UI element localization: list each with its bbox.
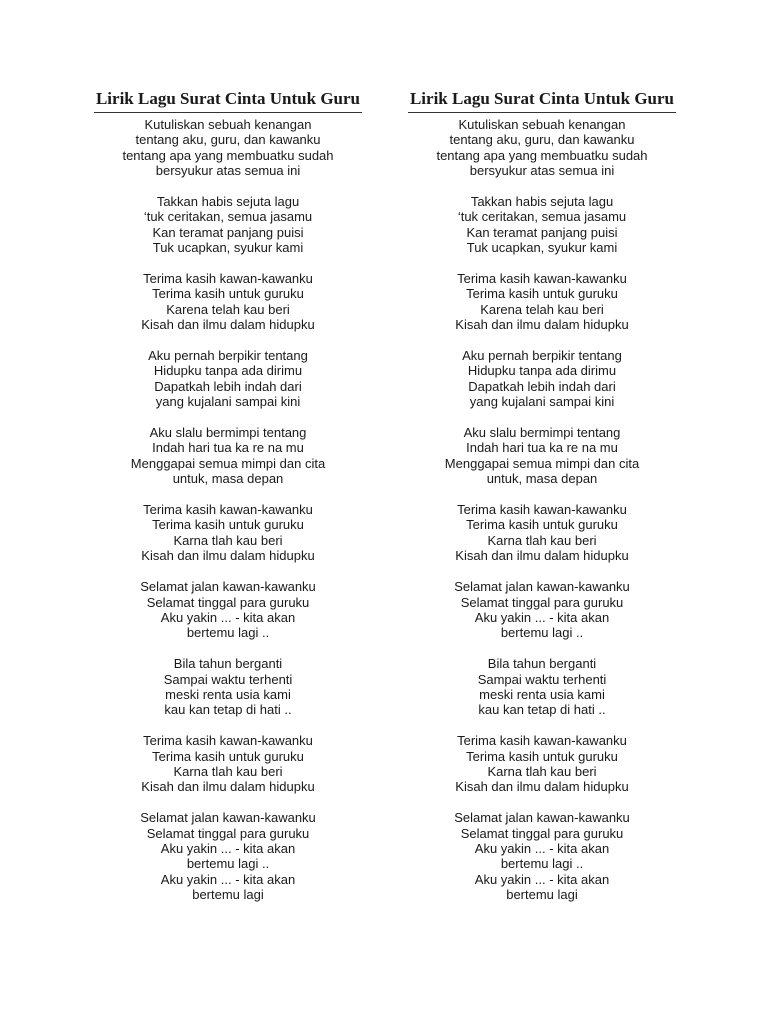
lyrics-line: ‘tuk ceritakan, semua jasamu [457, 209, 627, 225]
lyrics-line: Aku yakin ... - kita akan [160, 871, 296, 887]
lyrics-line: Kan teramat panjang puisi [466, 224, 618, 240]
lyrics-line: Dapatkah lebih indah dari [468, 378, 616, 394]
lyrics-line: bersyukur atas semua ini [155, 163, 301, 179]
lyrics-line: bertemu lagi .. [500, 625, 584, 641]
lyrics-stanza [408, 425, 676, 487]
lyrics-stanza [408, 733, 676, 795]
title-divider [408, 112, 676, 113]
lyrics-line: Karena telah kau beri [166, 301, 290, 317]
lyrics-column-right [408, 88, 676, 918]
lyrics-line: Aku pernah berpikir tentang [462, 348, 622, 364]
lyrics-line: Terima kasih kawan-kawanku [143, 733, 313, 749]
lyrics-line: Terima kasih untuk guruku [466, 517, 618, 533]
lyrics-line: Sampai waktu terhenti [163, 671, 293, 687]
lyrics-line: Selamat jalan kawan-kawanku [454, 579, 630, 595]
lyrics-line: Karna tlah kau beri [487, 532, 597, 548]
lyrics-line: bertemu lagi [506, 887, 578, 903]
lyrics-line: bertemu lagi .. [186, 856, 270, 872]
lyrics-stanza [408, 348, 676, 410]
lyrics-line: Indah hari tua ka re na mu [466, 440, 618, 456]
lyrics-line: kau kan tetap di hati .. [164, 702, 292, 718]
lyrics-line: Kisah dan ilmu dalam hidupku [141, 779, 315, 795]
lyrics-line: meski renta usia kami [165, 686, 291, 702]
lyrics-line: tentang aku, guru, dan kawanku [135, 132, 321, 148]
lyrics-stanza [94, 502, 362, 564]
lyrics-line: Hidupku tanpa ada dirimu [467, 363, 617, 379]
lyrics-stanza [408, 810, 676, 902]
lyrics-line: Selamat tinggal para guruku [460, 594, 624, 610]
lyrics-line: Karna tlah kau beri [487, 763, 597, 779]
lyrics-line: Kisah dan ilmu dalam hidupku [141, 548, 315, 564]
lyrics-line: Terima kasih untuk guruku [466, 748, 618, 764]
lyrics-line: Karna tlah kau beri [173, 763, 283, 779]
lyrics-line: ‘tuk ceritakan, semua jasamu [143, 209, 313, 225]
lyrics-line: Aku slalu bermimpi tentang [463, 425, 621, 441]
lyrics-line: Selamat tinggal para guruku [146, 594, 310, 610]
lyrics-line: Kisah dan ilmu dalam hidupku [141, 317, 315, 333]
lyrics-line: Karna tlah kau beri [173, 532, 283, 548]
lyrics-stanza [408, 271, 676, 333]
lyrics-line: Indah hari tua ka re na mu [152, 440, 304, 456]
lyrics-line: untuk, masa depan [486, 471, 598, 487]
lyrics-stanza [94, 425, 362, 487]
lyrics-line: Aku yakin ... - kita akan [160, 840, 296, 856]
lyrics-line: bertemu lagi .. [500, 856, 584, 872]
lyrics-line: Sampai waktu terhenti [477, 671, 607, 687]
lyrics-line: tentang aku, guru, dan kawanku [449, 132, 635, 148]
lyrics-line: Selamat jalan kawan-kawanku [140, 810, 316, 826]
lyrics-stanza [408, 117, 676, 179]
lyrics-line: Selamat tinggal para guruku [146, 825, 310, 841]
lyrics-line: Bila tahun berganti [173, 656, 283, 672]
lyrics-line: Terima kasih untuk guruku [152, 748, 304, 764]
lyrics-line: Kisah dan ilmu dalam hidupku [455, 779, 629, 795]
lyrics-line: Menggapai semua mimpi dan cita [444, 455, 640, 471]
lyrics-line: Tuk ucapkan, syukur kami [466, 240, 618, 256]
lyrics-line: bertemu lagi [192, 887, 264, 903]
lyrics-line: Kisah dan ilmu dalam hidupku [455, 548, 629, 564]
lyrics-line: Selamat jalan kawan-kawanku [454, 810, 630, 826]
lyrics-line: Kisah dan ilmu dalam hidupku [455, 317, 629, 333]
lyrics-line: tentang apa yang membuatku sudah [436, 147, 648, 163]
lyrics-stanza [94, 117, 362, 179]
lyrics-line: Menggapai semua mimpi dan cita [130, 455, 326, 471]
lyrics-line: Kutuliskan sebuah kenangan [458, 117, 626, 132]
lyrics-body [408, 117, 676, 903]
lyrics-line: meski renta usia kami [479, 686, 605, 702]
lyrics-line: yang kujalani sampai kini [469, 394, 615, 410]
lyrics-stanza [408, 502, 676, 564]
title-divider [94, 112, 362, 113]
lyrics-line: bertemu lagi .. [186, 625, 270, 641]
lyrics-line: Takkan habis sejuta lagu [156, 194, 300, 210]
lyrics-line: Karena telah kau beri [480, 301, 604, 317]
lyrics-line: Terima kasih kawan-kawanku [143, 271, 313, 287]
lyrics-line: Aku slalu bermimpi tentang [149, 425, 307, 441]
lyrics-line: Aku yakin ... - kita akan [160, 609, 296, 625]
lyrics-line: kau kan tetap di hati .. [478, 702, 606, 718]
lyrics-title: Lirik Lagu Surat Cinta Untuk Guru [409, 89, 675, 108]
lyrics-stanza [94, 810, 362, 902]
lyrics-stanza [94, 579, 362, 641]
lyrics-stanza [408, 579, 676, 641]
lyrics-body [94, 117, 362, 903]
lyrics-line: Tuk ucapkan, syukur kami [152, 240, 304, 256]
lyrics-line: Bila tahun berganti [487, 656, 597, 672]
lyrics-line: Aku yakin ... - kita akan [474, 609, 610, 625]
lyrics-line: Selamat jalan kawan-kawanku [140, 579, 316, 595]
lyrics-title: Lirik Lagu Surat Cinta Untuk Guru [95, 89, 361, 108]
lyrics-stanza [94, 194, 362, 256]
lyrics-line: Aku pernah berpikir tentang [148, 348, 308, 364]
lyrics-stanza [94, 348, 362, 410]
lyrics-line: Aku yakin ... - kita akan [474, 871, 610, 887]
lyrics-line: Terima kasih untuk guruku [152, 286, 304, 302]
lyrics-line: Terima kasih untuk guruku [152, 517, 304, 533]
lyrics-line: Terima kasih untuk guruku [466, 286, 618, 302]
lyrics-stanza [94, 656, 362, 718]
lyrics-line: Hidupku tanpa ada dirimu [153, 363, 303, 379]
lyrics-line: Terima kasih kawan-kawanku [457, 733, 627, 749]
lyrics-line: Kan teramat panjang puisi [152, 224, 304, 240]
lyrics-line: tentang apa yang membuatku sudah [122, 147, 334, 163]
lyrics-line: Terima kasih kawan-kawanku [457, 271, 627, 287]
lyrics-stanza [94, 733, 362, 795]
lyrics-line: Terima kasih kawan-kawanku [457, 502, 627, 518]
lyrics-line: Dapatkah lebih indah dari [154, 378, 302, 394]
lyrics-line: Selamat tinggal para guruku [460, 825, 624, 841]
lyrics-stanza [94, 271, 362, 333]
lyrics-stanza [408, 656, 676, 718]
lyrics-column-left [94, 88, 362, 918]
lyrics-line: Aku yakin ... - kita akan [474, 840, 610, 856]
lyrics-line: untuk, masa depan [172, 471, 284, 487]
lyrics-line: yang kujalani sampai kini [155, 394, 301, 410]
lyrics-line: Terima kasih kawan-kawanku [143, 502, 313, 518]
lyrics-line: Kutuliskan sebuah kenangan [144, 117, 312, 132]
lyrics-stanza [408, 194, 676, 256]
lyrics-line: Takkan habis sejuta lagu [470, 194, 614, 210]
lyrics-line: bersyukur atas semua ini [469, 163, 615, 179]
